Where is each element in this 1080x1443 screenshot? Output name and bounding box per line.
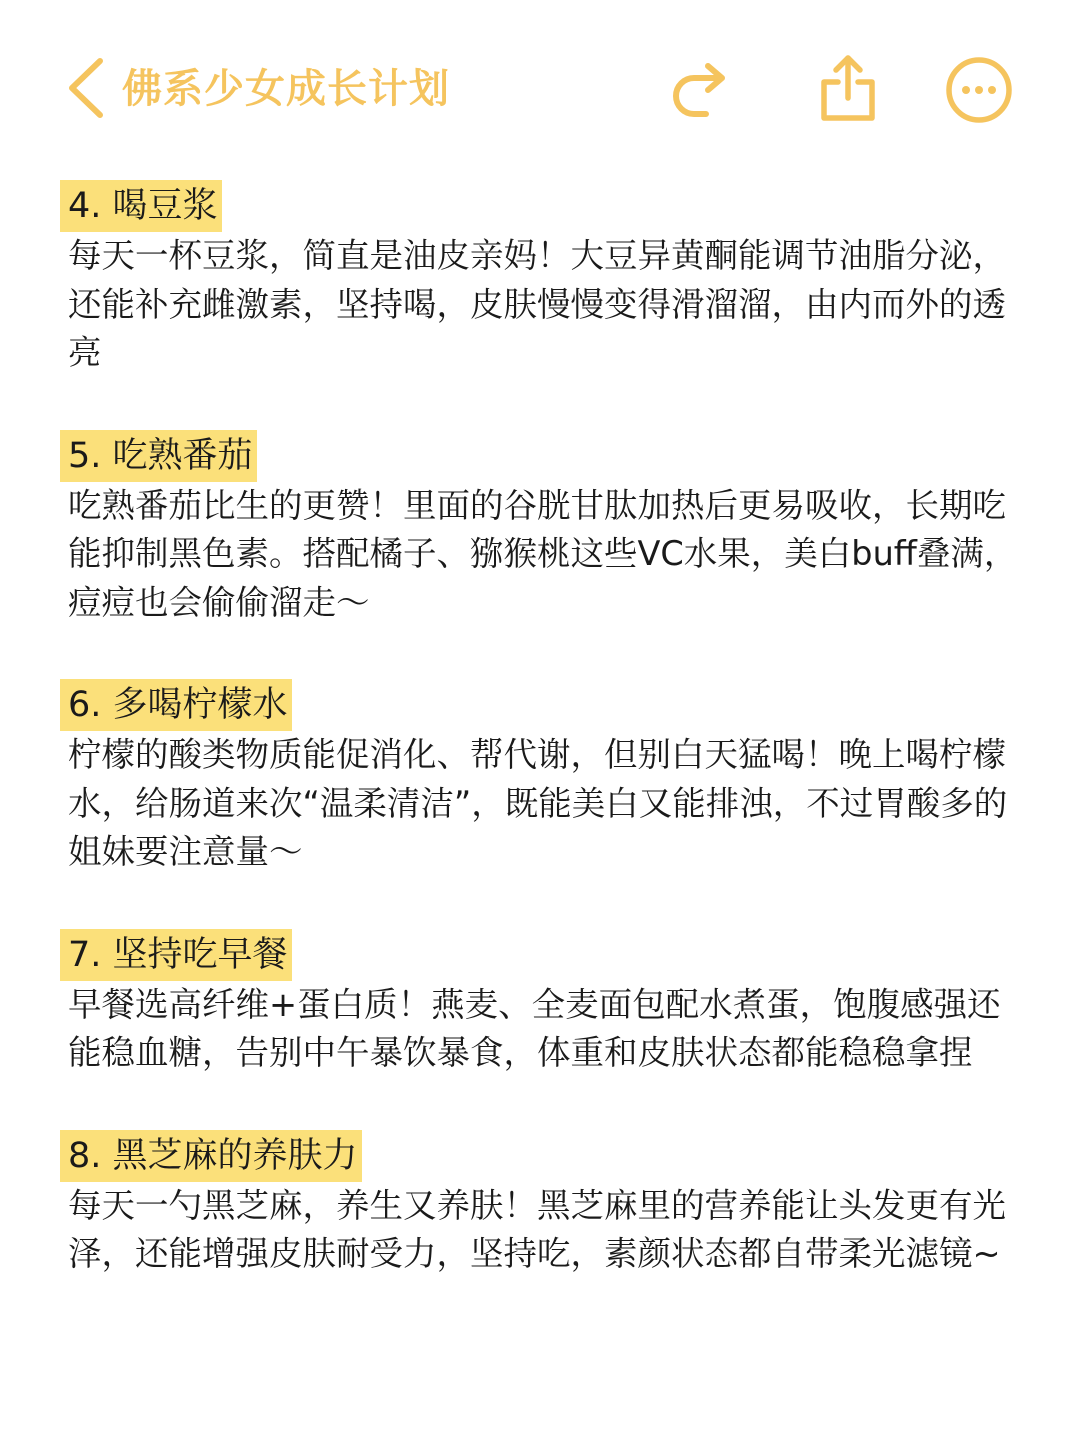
top-navigation-bar bbox=[0, 0, 1080, 170]
back-button[interactable] bbox=[60, 55, 110, 121]
section-text: 每天一杯豆浆，简直是油皮亲妈！大豆异黄酮能调节油脂分泌，还能补充雌激素，坚持喝，皮肤慢慢变得滑溜溜，由内而外的透亮 bbox=[68, 236, 1006, 372]
section-heading: 5. 吃熟番茄 bbox=[60, 430, 257, 482]
share-icon bbox=[816, 52, 880, 124]
more-icon bbox=[944, 55, 1014, 125]
tip-section-6 bbox=[68, 679, 1018, 877]
section-text: 早餐选高纤维+蛋白质！燕麦、全麦面包配水煮蛋，饱腹感强还能稳血糖，告别中午暴饮暴食，体重和皮肤状态都能稳稳拿捏 bbox=[68, 984, 1001, 1072]
redo-button[interactable] bbox=[668, 60, 734, 120]
note-content bbox=[68, 180, 1018, 1331]
redo-arrow-icon bbox=[668, 60, 734, 120]
tip-section-7 bbox=[68, 929, 1018, 1078]
page-title: 佛系少女成长计划 bbox=[122, 66, 450, 112]
section-text: 吃熟番茄比生的更赞！里面的谷胱甘肽加热后更易吸收，长期吃能抑制黑色素。搭配橘子、猕猴桃这些VC水果，美白buff叠满，痘痘也会偷偷溜走～ bbox=[68, 485, 1018, 622]
chevron-left-icon bbox=[60, 55, 110, 121]
more-button[interactable] bbox=[944, 55, 1014, 125]
tip-section-4 bbox=[68, 180, 1018, 378]
section-text: 柠檬的酸类物质能促消化、帮代谢，但别白天猛喝！晚上喝柠檬水，给肠道来次“温柔清洁”，既能美白又能排浊，不过胃酸多的姐妹要注意量～ bbox=[68, 735, 1008, 871]
section-heading: 6. 多喝柠檬水 bbox=[60, 679, 292, 731]
tip-section-8 bbox=[68, 1130, 1018, 1279]
share-button[interactable] bbox=[816, 52, 880, 124]
section-heading: 7. 坚持吃早餐 bbox=[60, 929, 292, 981]
section-text: 每天一勺黑芝麻，养生又养肤！黑芝麻里的营养能让头发更有光泽，还能增强皮肤耐受力，坚持吃，素颜状态都自带柔光滤镜~ bbox=[68, 1185, 1006, 1273]
section-heading: 4. 喝豆浆 bbox=[60, 180, 222, 232]
tip-section-5 bbox=[68, 430, 1018, 628]
section-heading: 8. 黑芝麻的养肤力 bbox=[60, 1130, 362, 1182]
